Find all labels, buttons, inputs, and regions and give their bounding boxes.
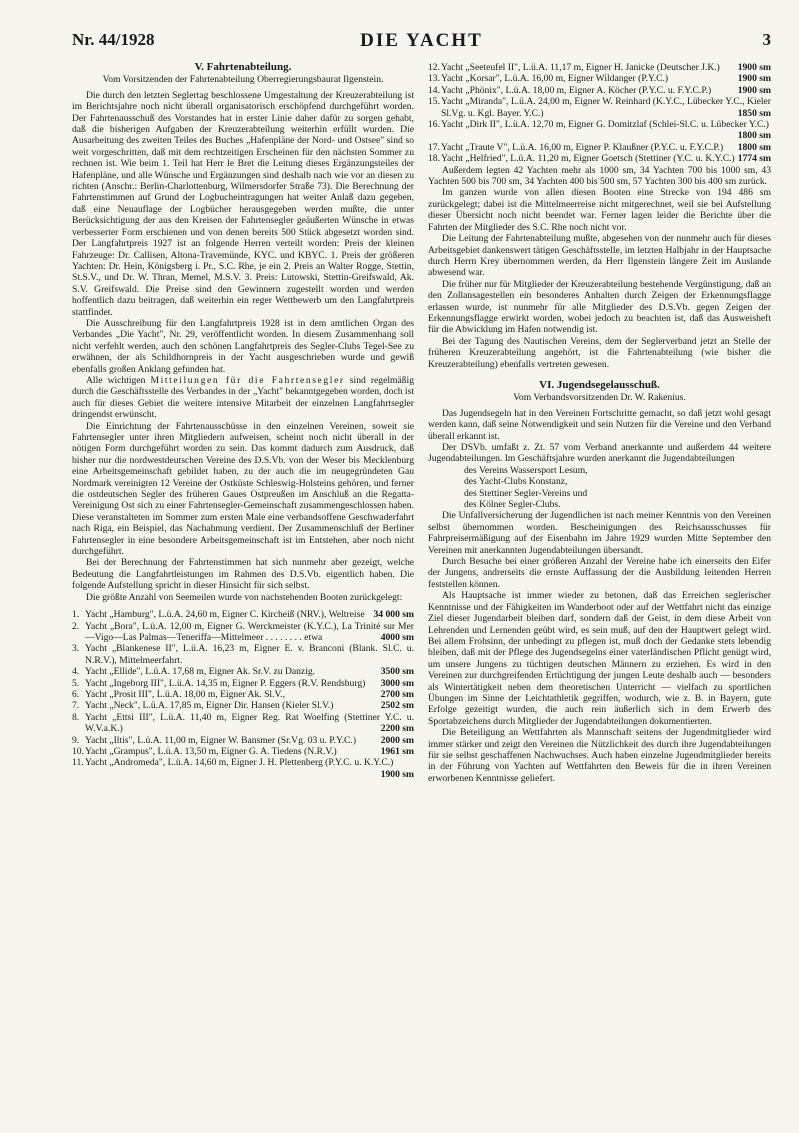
entry-distance: 34 000 sm [373,609,414,621]
entry-number: 15. [428,96,440,108]
entry-number: 7. [72,700,80,712]
boat-list [72,609,414,780]
entry-number: 11. [72,757,84,769]
entry-distance: 1900 sm [737,62,771,73]
paragraph: Der DSVb. umfaßt z. Zt. 57 vom Verband anerkannte und außerdem 44 weitere Jugendabteilungen. Im Geschäftsjahre wurden anerkannt die Jugendabteilungen [428,442,771,465]
boat-entry [428,153,771,164]
entry-text: Yacht „Bora", L.ü.A. 12,00 m, Eigner G. Werckmeister (K.Y.C.), La Trinité sur Mer—Vigo—Las Palmas—Teneriffa—Mittelmeer . . . . . . . . etwa [85,620,414,643]
entry-distance: 1800 sm [737,130,771,142]
right-column [428,62,771,784]
entry-text: Yacht „Iltis", L.ü.A. 11,00 m, Eigner W. Bansmer (Sr.Vg. 03 u. P.Y.C.) [85,734,357,746]
entry-distance: 1900 sm [380,768,414,780]
entry-number: 9. [72,734,80,746]
boat-entry [428,119,771,142]
entry-distance: 2502 sm [380,700,414,712]
entry-text: Yacht „Ellide", L.ü.A. 17,68 m, Eigner Ak. Sr.V. zu Danzig. [85,666,316,678]
paragraph: Die Ausschreibung für den Langfahrtpreis 1928 ist in dem amtlichen Organ des Verbandes „Die Yacht", Nr. 29, veröffentlicht worden. In diesem Zusammenhang soll nicht verfehlt werden, auch den schönen Langfahrtpreis des Segler-Clubs Tegel-See zu erwähnen, der als Schildhornpreis in der Yacht ausgeschrieben wurde und gewiß ebenfalls großen Anklang gefunden hat. [72,317,414,375]
entry-text: Yacht „Helfried", L.ü.A. 11,20 m, Eigner Goetsch (Stettiner (Y.C. u. K.Y.C.) [441,153,735,165]
boat-entry [72,609,414,620]
entry-text: Yacht „Korsar", L.ü.A. 16,00 m, Eigner Wildanger (P.Y.C.) [441,73,669,85]
entry-text: Yacht „Andromeda", L.ü.A. 14,60 m, Eigner J. H. Plettenberg (P.Y.C. u. K.Y.C.) [85,757,394,769]
page-number: 3 [762,30,771,49]
section-title: V. Fahrtenabteilung. [194,61,292,73]
entry-distance: 3500 sm [380,666,414,678]
entry-number: 2. [72,620,80,632]
entry-text: Yacht „Seeteufel II", L.ü.A. 11,17 m, Eigner H. Janicke (Deutscher J.K.) [441,62,720,73]
entry-number: 12. [428,62,440,73]
boat-entry [72,689,414,700]
paragraph: Die früher nur für Mitglieder der Kreuzerabteilung bestehende Vergünstigung, daß an den Zollansagestellen ein besonderes Anhalten durch Zeigen der Erkennungsflagge erlassen wurde, ist nunmehr für alle Mitglieder des D.S.Vb. gegen Zeigen der Erkennungsflagge erwirkt worden, wobei jedoch zu beachten ist, daß das Ausweisheft für die Abwicklung im Hafen notwendig ist. [428,278,771,336]
entry-distance: 1900 sm [737,73,771,85]
boat-entry [428,85,771,96]
entry-number: 18. [428,153,440,165]
paragraph: Die Unfallversicherung der Jugendlichen ist nach meiner Kenntnis von den Vereinen selbst übernommen worden. Bescheinigungen des Reichsausschusses für Fahrpreisermäßigung auf der Eisenbahn im Jahre 1929 wurden Mitte September den Vereinen mit anerkannten Jugendabteilungen übersandt. [428,510,771,556]
paragraph: Die Leitung der Fahrtenabteilung mußte, abgesehen von der nunmehr auch für dieses Arbeitsgebiet dankenswert tätigen Geschäftsstelle, im letzten Halbjahr in der Hauptsache durch Herrn Krey übernommen werden, da Herr Ilgenstein längere Zeit im Auslande abwesend war. [428,233,771,279]
boat-entry [428,73,771,84]
entry-distance: 1961 sm [380,745,414,757]
boat-entry [72,712,414,735]
paragraph: Durch Besuche bei einer größeren Anzahl der Vereine habe ich einerseits den Eifer der Jungens, andrerseits die ernste Auffassung der die Ausbildung leitenden Herren feststellen können. [428,556,771,590]
section-byline: Vom Vorsitzenden der Fahrtenabteilung Oberregierungsbaurat Ilgenstein. [102,74,384,86]
magazine-title: DIE YACHT [360,30,483,51]
section-title: VI. Jugendsegelausschuß. [539,378,660,391]
entry-number: 14. [428,84,440,96]
entry-distance: 4000 sm [380,631,414,643]
section-byline: Vom Verbandsvorsitzenden Dr. W. Rakenius. [513,392,686,404]
entry-distance: 1850 sm [737,107,771,119]
entry-text: Yacht „Miranda", L.ü.A. 24,00 m, Eigner W. Reinhard (K.Y.C., Lübecker Y.C., Kieler Sl.Vg. u. Kgl. Bayer. Y.C.) [441,96,771,119]
entry-distance: 1774 sm [737,153,771,165]
list-item: des Vereins Wassersport Lesum, [464,464,588,476]
entry-distance: 2200 sm [380,723,414,735]
paragraph: Bei der Tagung des Nautischen Vereins, dem der Seglerverband jetzt an Stelle der früheren Kreuzerabteilung angehört, ist die Fahrtenabteilung (wie bisher die Kreuzerabteilung) ebenfalls vertreten gewesen. [428,335,771,370]
paragraph: Alle wichtigen Mitteilungen für die Fahrtensegler sind regelmäßig durch die Geschäftsstelle des Verbandes in der „Yacht" bekanntgegeben worden, doch ist auch für dieses Gebiet die weitere intensive Mitarbeit der einzelnen Langfahrtsegler dringendst erwünscht. [72,374,414,421]
entry-text: Yacht „Grampus", L.ü.A. 13,50 m, Eigner G. A. Tiedens (N.R.V.) [85,745,337,757]
entry-number: 16. [428,119,440,131]
club-list [464,465,771,511]
list-item: des Kölner Segler-Clubs. [464,499,561,511]
entry-distance: 2000 sm [380,734,414,746]
list-item: des Yacht-Clubs Konstanz, [464,476,568,488]
paragraph: Die Einrichtung der Fahrtenausschüsse in den einzelnen Vereinen, soweit sie Fahrtensegler unter ihren Mitgliedern aufweisen, scheint noch nicht überall in der nötigen Form durchgeführt worden zu sein. Das kommt dadurch zum Ausdruck, daß bisher nur die nordwestdeutschen Vereine des D.S.Vb. von der Weser bis Mecklenburg eine Arbeitsgemeinschaft gebildet haben, zu der auch die im neugegründeten Gau Nordmark vereinigten 12 Vereine der Ostküste Schleswig-Holsteins gehören, und ferner die ostdeutschen Segler des früheren Gaues Ostpreußen im Anschluß an die Regatta-Vereinigung Ost sich zu einer Fahrtensegler-Gemeinschaft zusammengeschlossen haben. Diese veranstalteten im Sommer zum ersten Male eine verbandsoffene Geschwaderfahrt nach Riga, ein Beispiel, das Nachahmung verdient. Der Zusammenschluß der Berliner Fahrtensegler in eine besondere Arbeitsgemeinschaft ist im Entstehen, aber noch nicht durchgeführt. [72,420,414,558]
boat-entry [428,62,771,73]
entry-number: 1. [72,609,80,621]
boat-entry [72,666,414,677]
entry-text: Yacht „Phönix", L.ü.A. 18,00 m, Eigner A. Köcher (P.Y.C. u. F.Y.C.P.) [441,84,712,96]
entry-distance: 1800 sm [737,141,771,153]
entry-text: Yacht „Neck", L.ü.A. 17,85 m, Eigner Dir. Hansen (Kieler Sl.V.) [85,700,334,712]
entry-text: Yacht „Traute V", L.ü.A. 16,00 m, Eigner P. Klaußner (P.Y.C. u. F.Y.C.P.) [441,141,724,153]
boat-entry [72,757,414,780]
entry-distance: 1900 sm [737,84,771,96]
article-columns [72,62,771,1133]
entry-text: Yacht „Dirk II", L.ü.A. 12,70 m, Eigner G. Domitzlaf (Schlei-Sl.C. u. Lübecker Y.C.) [441,119,770,131]
entry-text: Yacht „Ettsi III", L.ü.A. 11,40 m, Eigner Reg. Rat Woelfing (Stettiner Y.C. u. W.V.a.K.) [85,711,414,735]
entry-distance: 2700 sm [380,688,414,700]
paragraph: Die größte Anzahl von Seemeilen wurde von nachstehenden Booten zurückgelegt: [86,591,403,603]
boat-entry [72,735,414,746]
entry-text: Yacht „Ingeborg III", L.ü.A. 14,35 m, Eigner P. Eggers (R.V. Rendsburg) [85,677,366,689]
paragraph: Bei der Berechnung der Fahrtenstimmen hat sich nunmehr aber gezeigt, welche Bedeutung die Langfahrtleistungen im Rahmen des D.S.Vb. eigentlich haben. Die folgende Aufstellung spricht in dieser Hinsicht für sich selbst. [72,557,414,592]
entry-number: 8. [72,711,80,723]
entry-number: 6. [72,688,80,700]
boat-entry [428,96,771,119]
entry-text: Yacht „Blankenese II", L.ü.A. 16,23 m, Eigner E. v. Branconi (Blank. Sl.C. u. N.R.V.), Mittelmeerfahrt. [85,643,414,666]
entry-text: Yacht „Hamburg", L.ü.A. 24,60 m, Eigner C. Kircheiß (NRV.), Weltreise [85,609,365,621]
paragraph: Als Hauptsache ist immer wieder zu betonen, daß das Erreichen seglerischer Kenntnisse und der Fähigkeiten im Wanderboot oder auf der Wettfahrt nicht das einzige Ziel dieser Jugendarbeit bleiben darf, sondern daß der Geist, in dem diese Arbeit von Lehrenden und Lernenden geübt wird, es sein muß, auf den der Hauptwert gelegt wird. Bei allem Frohsinn, der unbedingt zu pflegen ist, muß doch der Gedanke stets lebendig bleiben, daß mit der Pflege des Jugendsegelns einer vaterländischen Pflicht genügt wird, um unsere Jungens zu tüchtigen deutschen Männern zu erziehen. Es wird in den Vereinen zur durchgreifenden Ertüchtigung der jungen Leute deshalb auch — besonders als Wintertätigkeit neben dem theoretischen Unterricht — vielfach zu sportlichen Übungen im Sinne der Leichtathletik gegriffen, wodurch, wie z. B. in Bayern, gute Erfolge gezeitigt wurden, die auch rein äußerlich sich in dem Erwerb des Sportabzeichens durch Mitglieder der Jugendabteilungen dokumentierten. [428,590,771,727]
boat-entry [72,643,414,666]
boat-list [428,62,771,165]
entry-number: 10. [72,745,84,757]
paragraph: Im ganzen wurde von allen diesen Booten eine Strecke von 194 486 sm zurückgelegt; dabei ist die Mittelmeerreise nicht mitgerechnet, weil sie bei Aufstellung dieser Übersicht noch nicht beendet war. Ferner lagen leider die Berichte über die Fahrten der Mitglieder des S.C. Rhe noch nicht vor. [428,187,771,233]
left-column [72,62,414,780]
entry-distance: 3000 sm [380,677,414,689]
paragraph: Die durch den letzten Seglertag beschlossene Umgestaltung der Kreuzerabteilung ist im Berichtsjahre noch nicht überall organisatorisch erschöpfend durchgeführt worden. Der Fahrtenausschuß des Vorstandes hat in erster Linie daher dafür zu sorgen gehabt, daß die bisherigen Aufgaben der Kreuzerabteilung weiterhin erfüllt wurden. Die Ausarbeitung des zweiten Teiles des Buches „Hafenpläne der Nord- und Ostsee" sind so weit vorgeschritten, daß mit dem rechtzeitigen Erscheinen für den nächsten Sommer zu rechnen ist. Wie beim 1. Teil hat Herr le Bret die Leitung dieses Ergänzungsteiles der Hafenpläne, und alle Wünsche und Ergänzungen sind deshalb nach wie vor an diesen zu richten (Anschr.: Berlin-Charlottenburg, Wilmersdorfer Straße 73). Die Berechnung der Fahrtenstimmen auf Grund der Logbucheintragungen hat weiter Anlaß dazu gegeben, daß eine Neuauflage der Logbücher herausgegeben werden mußte, die unter Berücksichtigung der aus den Kreisen der Fahrtensegler geäußerten Wünsche in etwas verbesserter Form erschienen und von denen bereits 500 Stück abgesetzt worden sind. Der Langfahrtpreis 1927 ist an folgende Herren verteilt worden: Preis der kleinen Fahrzeuge: Dr. Callisen, Altona-Travemünde, KYC. und KBYC. 1. Preis der größeren Yachten: Dr. Hein, Königsberg i. Pr., S.C. Rhe, je ein 2. Preis an Walter Rogge, Stettin, St.S.V., und Dr. W. Thran, Memel, M.S.V. 3. Preis: Lutowski, Stettin-Greifswald, Ak. S.V. Greifswald. Die Preise sind den Gewinnern zugestellt worden und werden hoffentlich dazu beitragen, daß weiterhin ein reger Wettbewerb um den Langfahrtpreis stattfindet. [72,89,414,318]
paragraph: Außerdem legten 42 Yachten mehr als 1000 sm, 34 Yachten 700 bis 1000 sm, 43 Yachten 500 bis 700 sm, 34 Yachten 400 bis 500 sm, 57 Yachten 300 bis 400 sm zurück. [428,164,771,188]
entry-number: 17. [428,141,440,153]
boat-entry [72,746,414,757]
entry-number: 5. [72,677,80,689]
entry-number: 3. [72,643,80,655]
issue-number: Nr. 44/1928 [72,30,155,49]
boat-entry [428,142,771,153]
page-header [72,30,771,54]
boat-entry [72,621,414,644]
list-item: des Stettiner Segler-Vereins und [464,487,588,499]
entry-text: Yacht „Prosit III", L.ü.A. 18,00 m, Eigner Ak. Sl.V., [85,688,285,700]
boat-entry [72,678,414,689]
entry-number: 13. [428,73,440,85]
paragraph: Das Jugendsegeln hat in den Vereinen Fortschritte gemacht, so daß jetzt wohl gesagt werden kann, daß seine Notwendigkeit und sein Nutzen für die Vereine und den Verband überall erkannt ist. [428,407,771,442]
boat-entry [72,700,414,711]
entry-number: 4. [72,666,80,678]
paragraph: Die Beteiligung an Wettfahrten als Mannschaft seitens der Jugendmitglieder wird immer stärker und zeigt den Vereinen die Nützlichkeit des durch ihre Jugendabteilungen für sie selbst geschaffenen Nachwuchses. Auch haben einzelne Jugendmitglieder bereits in der Führung von Yachten auf Wettfahrten den Beweis für die in ihren Vereinen erworbenen Kenntnisse geliefert. [428,727,771,784]
